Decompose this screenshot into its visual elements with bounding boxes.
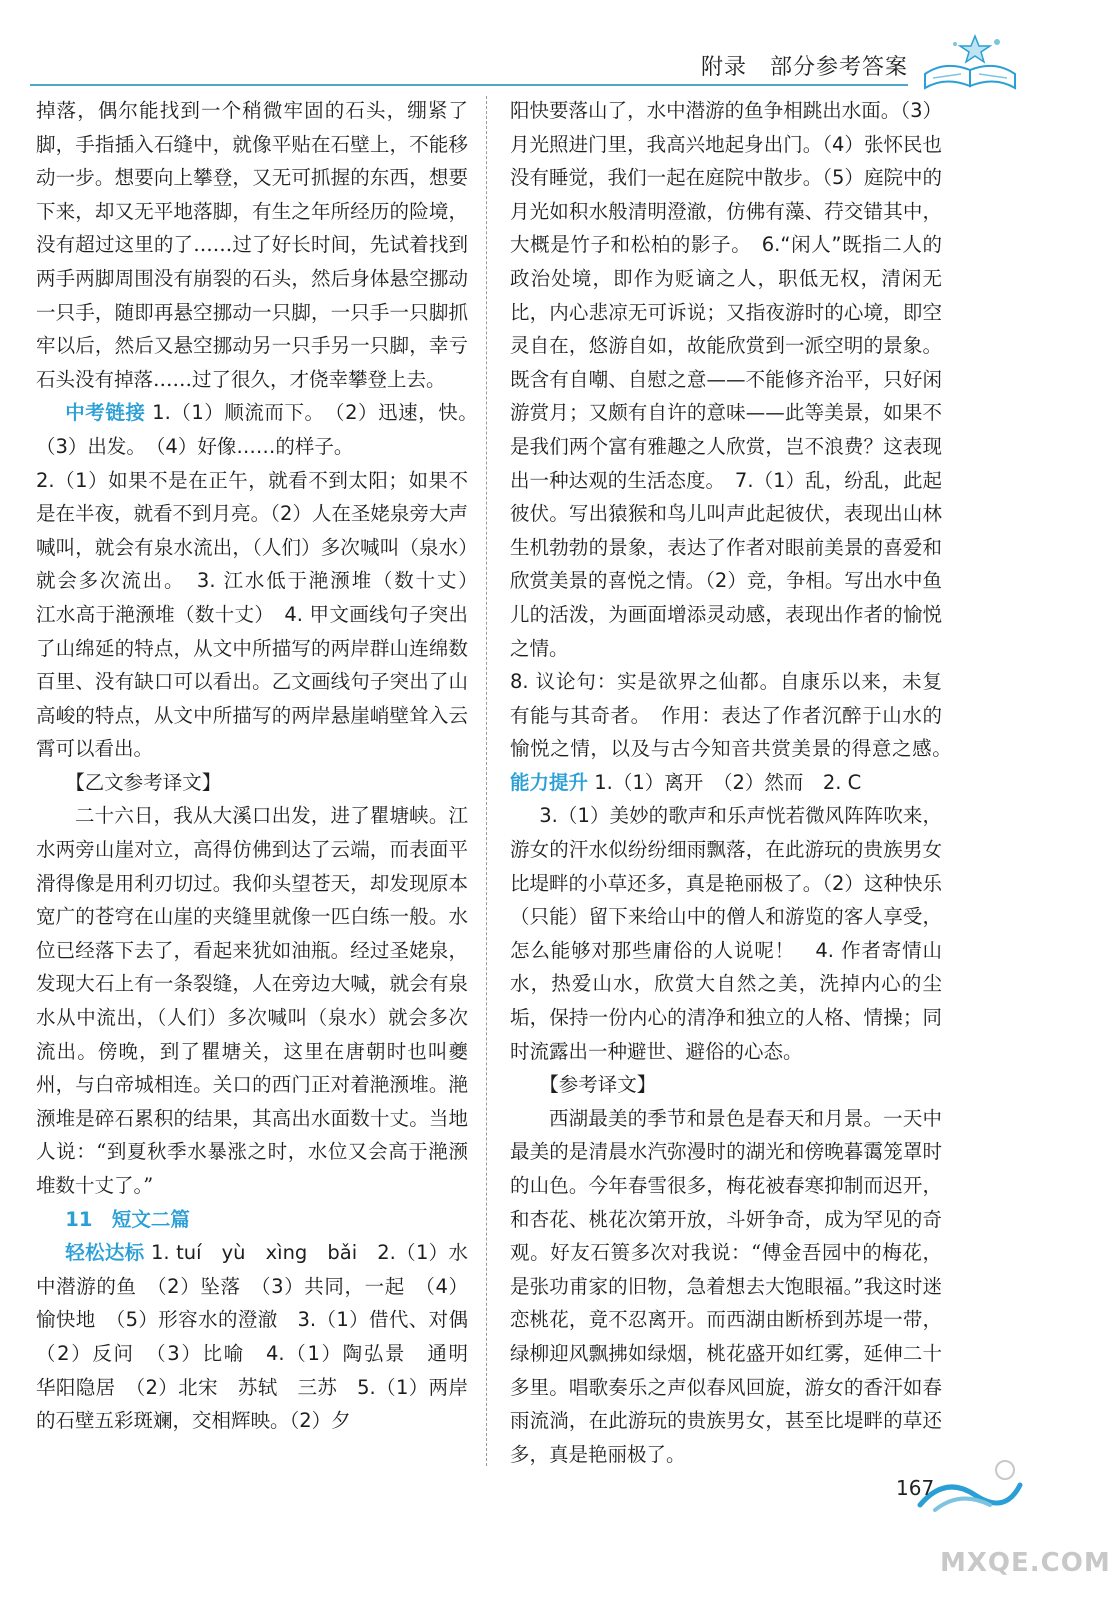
answer-2-4: 2.（1）如果不是在正午，就看不到太阳；如果不是在半夜，就看不到月亮。（2）人在圣姥泉旁大声喊叫，就会有泉水流出，（人们）多次喊叫（泉水）就会多次流出。 3. 江水低于滟滪堆（数十丈） 江水高于滟滪堆（数十丈） 4. 甲文画线句子突出了山绵延的特点，从文中所描写的两岸群山连绵数百里、没有缺口可以看出。乙文画线句子突出了山高峻的特点，从文中所描写的两岸悬崖峭壁耸入云霄可以看出。 [36, 468, 488, 761]
easy-level-text: 1. tuí yù xìng bǎi 2.（1）水中潜游的鱼 （2）坠落 （3）共同，一起 （4）愉快地 （5）形容水的澄澈 3.（1）借代、对偶 （2）反问 （3）比喻 4.（1）陶弘景 通明 华阳隐居 （2）北宋 苏轼 三苏 5.（1）两岸的石壁五彩斑斓，交相辉映。（2）夕 [36, 1241, 488, 1433]
open-book-icon [915, 30, 1035, 90]
reference-translation: 西湖最美的季节和景色是春天和月景。一天中最美的是清晨水汽弥漫时的湖光和傍晚暮霭笼罩时的山色。今年春雪很多，梅花被春寒抑制而迟开，和杏花、桃花次第开放，斗妍争奇，成为罕见的奇观。好友石篑多次对我说：“傅金吾园中的梅花，是张功甫家的旧物，急着想去大饱眼福。”我这时迷恋桃花，竟不忍离开。而西湖由断桥到苏堤一带，绿柳迎风飘拂如绿烟，桃花盛开如红雾，延伸二十多里。唱歌奏乐之声似春风回旋，游女的香汗如春雨流淌，在此游玩的贵族男女，甚至比堤畔的草还多，真是艳丽极了。 [510, 1106, 942, 1466]
ability-tag: 能力提升 [510, 770, 589, 794]
column-divider [486, 96, 487, 1466]
header-title: 附录 部分参考答案 [700, 55, 908, 80]
translation-continued: 掉落，偶尔能找到一个稍微牢固的石头，绷紧了脚，手指插入石缝中，就像平贴在石壁上，不能移动一步。想要向上攀登，又无可抓握的东西，想要下来，却又无平地落脚，有生之年所经历的险境，没有超过这里的了……过了好长时间，先试着找到两手两脚周围没有崩裂的石头，然后身体悬空挪动一只手，随即再悬空挪动一只脚，一只手一只脚抓牢以后，然后又悬空挪动另一只手另一只脚，幸亏石头没有掉落……过了很久，才侥幸攀登上去。 [36, 99, 468, 391]
watermark: MXQE.COM [940, 1548, 1111, 1578]
left-column [36, 94, 488, 1438]
easy-level-tag: 轻松达标 [65, 1241, 145, 1265]
answers-continued: 阳快要落山了，水中潜游的鱼争相跳出水面。（3）月光照进门里，我高兴地起身出门。（4）张怀民也没有睡觉，我们一起在庭院中散步。（5）庭院中的月光如积水般清明澄澈，仿佛有藻、荇交错其中，大概是竹子和松柏的影子。 6.“闲人”既指二人的政治处境，即作为贬谪之人，职低无权，清闲无比，内心悲凉无可诉说；又指夜游时的心境，即空灵自在，悠游自如，故能欣赏到一派空明的景象。既含有自嘲、自慰之意——不能修齐治平，只好闲游赏月；又颇有自许的意味——此等美景，如果不是我们两个富有雅趣之人欣赏，岂不浪费？这表现出一种达观的生活态度。 7.（1）乱，纷乱，此起彼伏。写出猿猴和鸟儿叫声此起彼伏，表现出山林生机勃勃的景象，表达了作者对眼前美景的喜爱和欣赏美景的喜悦之情。（2）竞，争相。写出水中鱼儿的活泼，为画面增添灵动感，表现出作者的愉悦之情。 [510, 99, 942, 660]
page-header [0, 0, 1058, 100]
answer-3-4: 3.（1）美妙的歌声和乐声恍若微风阵阵吹来，游女的汗水似纷纷细雨飘落，在此游玩的贵族男女比堤畔的小草还多，真是艳丽极了。（2）这种快乐（只能）留下来给山中的僧人和游览的客人享受，怎么能够对那些庸俗的人说呢！ 4. 作者寄情山水，热爱山水，欣赏大自然之美，洗掉内心的尘垢，保持一份内心的清净和独立的人格、情操；同时流露出一种避世、避俗的心态。 [510, 804, 942, 1063]
ability-text: 1.（1）离开 （2）然而 2. C [588, 770, 862, 794]
section-title: 11 短文二篇 [65, 1207, 190, 1231]
yiwen-translation: 二十六日，我从大溪口出发，进了瞿塘峡。江水两旁山崖对立，高得仿佛到达了云端，而表面平滑得像是用利刃切过。我仰头望苍天，却发现原本宽广的苍穹在山崖的夹缝里就像一匹白练一般。水位已经落下去了，看起来犹如油瓶。经过圣姥泉，发现大石上有一条裂缝，人在旁边大喊，就会有泉水从中流出，（人们）多次喊叫（泉水）就会多次流出。傍晚，到了瞿塘关，这里在唐朝时也叫夔州，与白帝城相连。关口的西门正对着滟滪堆。滟滪堆是碎石累积的结果，其高出水面数十丈。当地人说：“到夏秋季水暴涨之时，水位又会高于滟滪堆数十丈了。” [36, 804, 468, 1197]
answer-8-and-ability [510, 665, 942, 799]
zhongkao-link-answers [36, 396, 488, 463]
reference-translation-heading: 【参考译文】 [539, 1073, 657, 1097]
zhongkao-link-text: 1.（1）顺流而下。 （2）迅速，快。 （3）出发。 （4）好像……的样子。 [36, 401, 488, 458]
header-rule [30, 84, 908, 86]
right-column [510, 94, 942, 1471]
easy-level-answers [36, 1236, 488, 1438]
yiwen-translation-heading: 【乙文参考译文】 [65, 770, 222, 794]
answer-8-text: 8. 议论句：实是欲界之仙都。自康乐以来，未复有能与其奇者。 作用：表达了作者沉醉于山水的愉悦之情，以及与古今知音共赏美景的得意之感。 [510, 670, 942, 761]
page-number: 167 [896, 1476, 935, 1500]
zhongkao-link-tag: 中考链接 [65, 401, 146, 425]
